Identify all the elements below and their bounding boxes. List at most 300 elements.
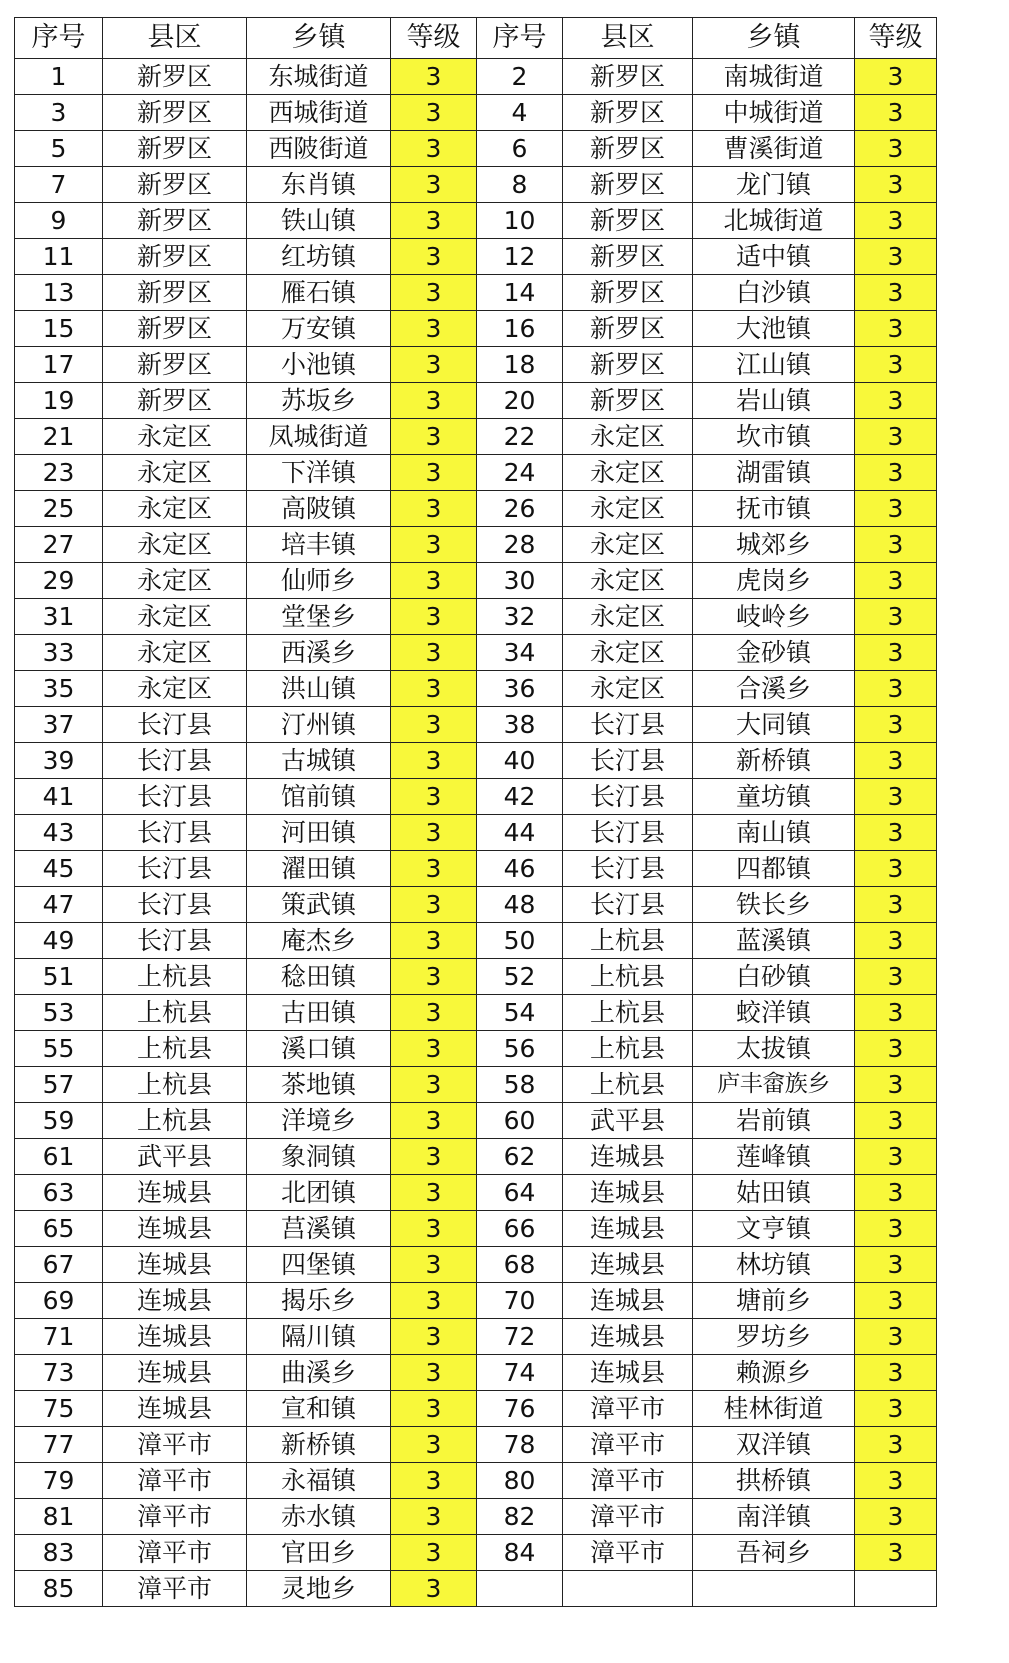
- grade-cell: 3: [855, 1427, 937, 1463]
- index-cell: 18: [477, 347, 563, 383]
- header-town-left: 乡镇: [247, 18, 391, 59]
- index-cell: 84: [477, 1535, 563, 1571]
- grade-cell: 3: [855, 239, 937, 275]
- index-cell: 2: [477, 59, 563, 95]
- grade-cell: 3: [391, 1571, 477, 1607]
- table-row: [15, 1211, 937, 1247]
- grade-cell: 3: [391, 671, 477, 707]
- table-row: [15, 527, 937, 563]
- grade-cell: 3: [391, 167, 477, 203]
- grade-cell: 3: [855, 1319, 937, 1355]
- grade-cell: 3: [391, 275, 477, 311]
- county-cell: 永定区: [563, 671, 693, 707]
- table-row: [15, 1319, 937, 1355]
- grade-cell: 3: [855, 455, 937, 491]
- town-cell: 南城街道: [693, 59, 855, 95]
- grade-cell: 3: [391, 95, 477, 131]
- county-cell: 永定区: [563, 419, 693, 455]
- index-cell: 9: [15, 203, 103, 239]
- grade-cell: 3: [391, 1355, 477, 1391]
- county-cell: 上杭县: [103, 959, 247, 995]
- grade-cell: 3: [855, 347, 937, 383]
- county-cell: 新罗区: [103, 275, 247, 311]
- grade-cell: 3: [391, 311, 477, 347]
- grade-cell: 3: [391, 851, 477, 887]
- town-cell: 龙门镇: [693, 167, 855, 203]
- index-cell: 47: [15, 887, 103, 923]
- table-row: [15, 419, 937, 455]
- town-cell: 溪口镇: [247, 1031, 391, 1067]
- index-cell: 73: [15, 1355, 103, 1391]
- grade-cell: 3: [391, 1499, 477, 1535]
- county-cell: 漳平市: [563, 1427, 693, 1463]
- town-cell: 西陂街道: [247, 131, 391, 167]
- grade-cell: 3: [855, 1391, 937, 1427]
- grade-cell: 3: [855, 419, 937, 455]
- county-cell: 漳平市: [103, 1571, 247, 1607]
- table-row: [15, 671, 937, 707]
- index-cell: 79: [15, 1463, 103, 1499]
- grade-cell: 3: [391, 563, 477, 599]
- empty-cell: [693, 1571, 855, 1607]
- county-cell: 新罗区: [103, 311, 247, 347]
- county-cell: 永定区: [563, 527, 693, 563]
- town-cell: 苏坂乡: [247, 383, 391, 419]
- index-cell: 14: [477, 275, 563, 311]
- table-row: [15, 491, 937, 527]
- index-cell: 57: [15, 1067, 103, 1103]
- town-cell: 南洋镇: [693, 1499, 855, 1535]
- county-cell: 永定区: [103, 491, 247, 527]
- town-cell: 文亨镇: [693, 1211, 855, 1247]
- grade-cell: 3: [855, 59, 937, 95]
- town-cell: 四都镇: [693, 851, 855, 887]
- county-cell: 连城县: [103, 1211, 247, 1247]
- index-cell: 7: [15, 167, 103, 203]
- grade-cell: 3: [855, 779, 937, 815]
- county-cell: 连城县: [103, 1175, 247, 1211]
- town-cell: 宣和镇: [247, 1391, 391, 1427]
- index-cell: 66: [477, 1211, 563, 1247]
- grade-cell: 3: [855, 1355, 937, 1391]
- grade-cell: 3: [855, 851, 937, 887]
- table-row: [15, 707, 937, 743]
- county-cell: 长汀县: [103, 887, 247, 923]
- table-row: [15, 1427, 937, 1463]
- town-cell: 中城街道: [693, 95, 855, 131]
- grade-cell: 3: [855, 923, 937, 959]
- town-cell: 双洋镇: [693, 1427, 855, 1463]
- grade-cell: 3: [391, 1175, 477, 1211]
- index-cell: 76: [477, 1391, 563, 1427]
- grade-cell: 3: [391, 1427, 477, 1463]
- index-cell: 59: [15, 1103, 103, 1139]
- county-cell: 上杭县: [563, 1067, 693, 1103]
- town-grade-table: [14, 17, 937, 1607]
- empty-cell: [477, 1571, 563, 1607]
- county-cell: 漳平市: [563, 1463, 693, 1499]
- table-row: [15, 1463, 937, 1499]
- county-cell: 漳平市: [103, 1499, 247, 1535]
- town-cell: 新桥镇: [247, 1427, 391, 1463]
- grade-cell: 3: [855, 95, 937, 131]
- county-cell: 永定区: [103, 527, 247, 563]
- index-cell: 34: [477, 635, 563, 671]
- grade-cell: 3: [391, 59, 477, 95]
- grade-cell: 3: [855, 1175, 937, 1211]
- grade-cell: 3: [855, 887, 937, 923]
- index-cell: 4: [477, 95, 563, 131]
- index-cell: 54: [477, 995, 563, 1031]
- town-cell: 策武镇: [247, 887, 391, 923]
- index-cell: 60: [477, 1103, 563, 1139]
- county-cell: 永定区: [103, 599, 247, 635]
- table-row: [15, 995, 937, 1031]
- town-cell: 白沙镇: [693, 275, 855, 311]
- index-cell: 32: [477, 599, 563, 635]
- grade-cell: 3: [855, 383, 937, 419]
- index-cell: 63: [15, 1175, 103, 1211]
- table-row: [15, 95, 937, 131]
- table-row: [15, 1103, 937, 1139]
- town-cell: 拱桥镇: [693, 1463, 855, 1499]
- town-cell: 坎市镇: [693, 419, 855, 455]
- index-cell: 85: [15, 1571, 103, 1607]
- table-row: [15, 851, 937, 887]
- county-cell: 连城县: [563, 1139, 693, 1175]
- grade-cell: 3: [855, 1067, 937, 1103]
- town-cell: 茶地镇: [247, 1067, 391, 1103]
- town-cell: 新桥镇: [693, 743, 855, 779]
- county-cell: 连城县: [103, 1283, 247, 1319]
- grade-cell: 3: [855, 599, 937, 635]
- grade-cell: 3: [391, 1211, 477, 1247]
- town-cell: 塘前乡: [693, 1283, 855, 1319]
- table-row: [15, 311, 937, 347]
- county-cell: 长汀县: [103, 923, 247, 959]
- index-cell: 37: [15, 707, 103, 743]
- town-cell: 下洋镇: [247, 455, 391, 491]
- town-cell: 堂堡乡: [247, 599, 391, 635]
- town-cell: 虎岗乡: [693, 563, 855, 599]
- town-cell: 汀州镇: [247, 707, 391, 743]
- town-cell: 城郊乡: [693, 527, 855, 563]
- grade-cell: 3: [855, 707, 937, 743]
- grade-cell: 3: [855, 1103, 937, 1139]
- town-cell: 莲峰镇: [693, 1139, 855, 1175]
- index-cell: 39: [15, 743, 103, 779]
- table-row: [15, 347, 937, 383]
- county-cell: 长汀县: [563, 779, 693, 815]
- index-cell: 33: [15, 635, 103, 671]
- town-cell: 庵杰乡: [247, 923, 391, 959]
- index-cell: 17: [15, 347, 103, 383]
- town-cell: 洪山镇: [247, 671, 391, 707]
- grade-cell: 3: [391, 1139, 477, 1175]
- county-cell: 连城县: [563, 1211, 693, 1247]
- index-cell: 23: [15, 455, 103, 491]
- county-cell: 上杭县: [563, 923, 693, 959]
- table-row: [15, 635, 937, 671]
- header-row: [15, 18, 937, 59]
- grade-cell: 3: [855, 1463, 937, 1499]
- county-cell: 长汀县: [103, 851, 247, 887]
- county-cell: 上杭县: [563, 959, 693, 995]
- town-cell: 高陂镇: [247, 491, 391, 527]
- grade-cell: 3: [391, 1247, 477, 1283]
- county-cell: 上杭县: [103, 1067, 247, 1103]
- town-cell: 东城街道: [247, 59, 391, 95]
- grade-cell: 3: [855, 563, 937, 599]
- town-cell: 罗坊乡: [693, 1319, 855, 1355]
- index-cell: 69: [15, 1283, 103, 1319]
- county-cell: 漳平市: [563, 1499, 693, 1535]
- index-cell: 46: [477, 851, 563, 887]
- town-cell: 濯田镇: [247, 851, 391, 887]
- county-cell: 新罗区: [103, 383, 247, 419]
- town-cell: 赖源乡: [693, 1355, 855, 1391]
- town-cell: 大池镇: [693, 311, 855, 347]
- town-cell: 东肖镇: [247, 167, 391, 203]
- index-cell: 49: [15, 923, 103, 959]
- town-cell: 铁长乡: [693, 887, 855, 923]
- grade-cell: 3: [391, 1535, 477, 1571]
- town-cell: 西溪乡: [247, 635, 391, 671]
- grade-cell: 3: [855, 815, 937, 851]
- town-cell: 岩山镇: [693, 383, 855, 419]
- county-cell: 上杭县: [103, 995, 247, 1031]
- town-cell: 凤城街道: [247, 419, 391, 455]
- index-cell: 52: [477, 959, 563, 995]
- county-cell: 永定区: [563, 635, 693, 671]
- county-cell: 新罗区: [103, 239, 247, 275]
- county-cell: 永定区: [563, 563, 693, 599]
- grade-cell: 3: [855, 1031, 937, 1067]
- county-cell: 长汀县: [563, 707, 693, 743]
- table-row: [15, 1571, 937, 1607]
- grade-cell: 3: [391, 1283, 477, 1319]
- grade-cell: 3: [855, 671, 937, 707]
- index-cell: 51: [15, 959, 103, 995]
- county-cell: 新罗区: [563, 275, 693, 311]
- empty-cell: [563, 1571, 693, 1607]
- county-cell: 长汀县: [103, 743, 247, 779]
- town-cell: 红坊镇: [247, 239, 391, 275]
- town-cell: 培丰镇: [247, 527, 391, 563]
- grade-cell: 3: [855, 275, 937, 311]
- town-cell: 赤水镇: [247, 1499, 391, 1535]
- grade-cell: 3: [391, 203, 477, 239]
- index-cell: 19: [15, 383, 103, 419]
- index-cell: 29: [15, 563, 103, 599]
- county-cell: 新罗区: [563, 239, 693, 275]
- town-cell: 北团镇: [247, 1175, 391, 1211]
- header-county-right: 县区: [563, 18, 693, 59]
- table-row: [15, 1283, 937, 1319]
- town-cell: 灵地乡: [247, 1571, 391, 1607]
- table-row: [15, 1499, 937, 1535]
- index-cell: 82: [477, 1499, 563, 1535]
- town-cell: 童坊镇: [693, 779, 855, 815]
- county-cell: 连城县: [563, 1175, 693, 1211]
- town-cell: 小池镇: [247, 347, 391, 383]
- town-cell: 官田乡: [247, 1535, 391, 1571]
- index-cell: 83: [15, 1535, 103, 1571]
- grade-cell: 3: [391, 707, 477, 743]
- index-cell: 16: [477, 311, 563, 347]
- town-cell: 姑田镇: [693, 1175, 855, 1211]
- index-cell: 50: [477, 923, 563, 959]
- index-cell: 65: [15, 1211, 103, 1247]
- town-cell: 西城街道: [247, 95, 391, 131]
- grade-cell: 3: [855, 1499, 937, 1535]
- index-cell: 36: [477, 671, 563, 707]
- index-cell: 15: [15, 311, 103, 347]
- index-cell: 28: [477, 527, 563, 563]
- index-cell: 1: [15, 59, 103, 95]
- county-cell: 新罗区: [563, 203, 693, 239]
- town-cell: 曲溪乡: [247, 1355, 391, 1391]
- grade-cell: 3: [391, 635, 477, 671]
- index-cell: 67: [15, 1247, 103, 1283]
- town-cell: 抚市镇: [693, 491, 855, 527]
- index-cell: 53: [15, 995, 103, 1031]
- county-cell: 永定区: [103, 671, 247, 707]
- index-cell: 25: [15, 491, 103, 527]
- county-cell: 连城县: [103, 1247, 247, 1283]
- county-cell: 连城县: [103, 1319, 247, 1355]
- grade-cell: 3: [855, 491, 937, 527]
- county-cell: 永定区: [563, 599, 693, 635]
- town-cell: 吾祠乡: [693, 1535, 855, 1571]
- table-row: [15, 1139, 937, 1175]
- town-cell: 南山镇: [693, 815, 855, 851]
- table-row: [15, 563, 937, 599]
- grade-cell: 3: [855, 311, 937, 347]
- grade-cell: 3: [855, 1283, 937, 1319]
- grade-cell: 3: [391, 347, 477, 383]
- county-cell: 长汀县: [563, 887, 693, 923]
- index-cell: 41: [15, 779, 103, 815]
- header-index-left: 序号: [15, 18, 103, 59]
- county-cell: 漳平市: [103, 1427, 247, 1463]
- town-cell: 北城街道: [693, 203, 855, 239]
- table-row: [15, 779, 937, 815]
- grade-cell: 3: [391, 455, 477, 491]
- index-cell: 55: [15, 1031, 103, 1067]
- grade-cell: 3: [391, 599, 477, 635]
- index-cell: 21: [15, 419, 103, 455]
- town-cell: 洋境乡: [247, 1103, 391, 1139]
- town-cell: 蓝溪镇: [693, 923, 855, 959]
- index-cell: 80: [477, 1463, 563, 1499]
- index-cell: 81: [15, 1499, 103, 1535]
- index-cell: 75: [15, 1391, 103, 1427]
- county-cell: 武平县: [563, 1103, 693, 1139]
- table-row: [15, 1535, 937, 1571]
- index-cell: 78: [477, 1427, 563, 1463]
- county-cell: 连城县: [103, 1391, 247, 1427]
- county-cell: 新罗区: [563, 95, 693, 131]
- town-cell: 白砂镇: [693, 959, 855, 995]
- county-cell: 新罗区: [103, 347, 247, 383]
- index-cell: 43: [15, 815, 103, 851]
- county-cell: 上杭县: [563, 995, 693, 1031]
- county-cell: 长汀县: [563, 815, 693, 851]
- table-row: [15, 455, 937, 491]
- county-cell: 新罗区: [103, 59, 247, 95]
- index-cell: 40: [477, 743, 563, 779]
- index-cell: 31: [15, 599, 103, 635]
- index-cell: 8: [477, 167, 563, 203]
- index-cell: 70: [477, 1283, 563, 1319]
- county-cell: 新罗区: [563, 59, 693, 95]
- index-cell: 48: [477, 887, 563, 923]
- index-cell: 38: [477, 707, 563, 743]
- county-cell: 永定区: [103, 563, 247, 599]
- index-cell: 27: [15, 527, 103, 563]
- grade-cell: 3: [391, 887, 477, 923]
- table-row: [15, 1067, 937, 1103]
- index-cell: 77: [15, 1427, 103, 1463]
- county-cell: 连城县: [563, 1247, 693, 1283]
- town-cell: 庐丰畲族乡: [693, 1067, 855, 1103]
- county-cell: 永定区: [563, 491, 693, 527]
- town-cell: 莒溪镇: [247, 1211, 391, 1247]
- grade-cell: 3: [391, 527, 477, 563]
- table-row: [15, 815, 937, 851]
- index-cell: 56: [477, 1031, 563, 1067]
- county-cell: 永定区: [103, 419, 247, 455]
- index-cell: 62: [477, 1139, 563, 1175]
- county-cell: 新罗区: [563, 311, 693, 347]
- header-grade-right: 等级: [855, 18, 937, 59]
- town-cell: 雁石镇: [247, 275, 391, 311]
- town-cell: 合溪乡: [693, 671, 855, 707]
- county-cell: 长汀县: [103, 707, 247, 743]
- town-cell: 馆前镇: [247, 779, 391, 815]
- header-town-right: 乡镇: [693, 18, 855, 59]
- grade-cell: 3: [391, 491, 477, 527]
- grade-cell: 3: [391, 419, 477, 455]
- town-cell: 河田镇: [247, 815, 391, 851]
- table-row: [15, 959, 937, 995]
- town-cell: 铁山镇: [247, 203, 391, 239]
- grade-cell: 3: [855, 1535, 937, 1571]
- grade-cell: 3: [391, 1463, 477, 1499]
- town-cell: 揭乐乡: [247, 1283, 391, 1319]
- county-cell: 上杭县: [103, 1031, 247, 1067]
- grade-cell: 3: [391, 1067, 477, 1103]
- county-cell: 长汀县: [563, 851, 693, 887]
- index-cell: 64: [477, 1175, 563, 1211]
- index-cell: 71: [15, 1319, 103, 1355]
- town-cell: 岐岭乡: [693, 599, 855, 635]
- grade-cell: 3: [391, 743, 477, 779]
- county-cell: 漳平市: [563, 1391, 693, 1427]
- county-cell: 连城县: [563, 1355, 693, 1391]
- header-grade-left: 等级: [391, 18, 477, 59]
- county-cell: 上杭县: [103, 1103, 247, 1139]
- town-cell: 林坊镇: [693, 1247, 855, 1283]
- county-cell: 漳平市: [563, 1535, 693, 1571]
- county-cell: 新罗区: [103, 95, 247, 131]
- header-county-left: 县区: [103, 18, 247, 59]
- grade-cell: 3: [391, 779, 477, 815]
- grade-cell: 3: [855, 1211, 937, 1247]
- county-cell: 新罗区: [563, 347, 693, 383]
- table-row: [15, 203, 937, 239]
